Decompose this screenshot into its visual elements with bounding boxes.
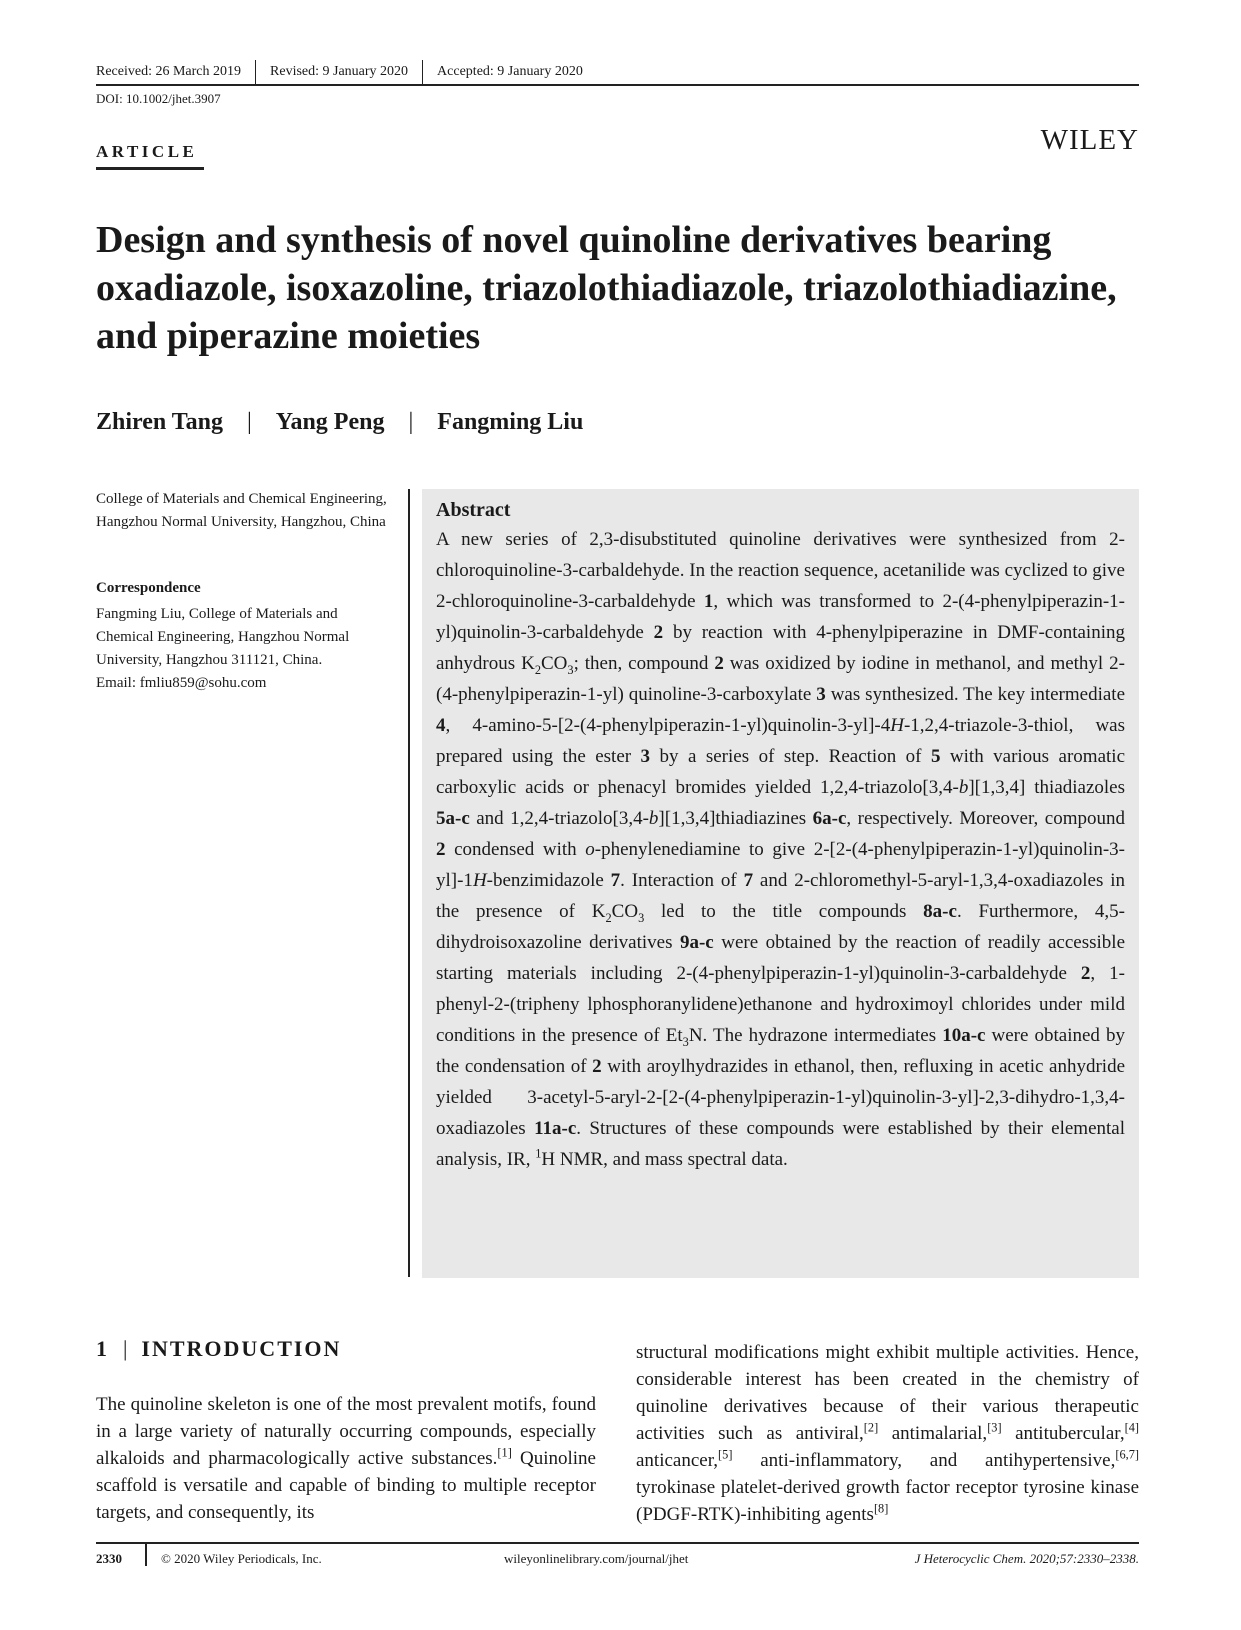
paper-title: Design and synthesis of novel quinoline derivatives bearing oxadiazole, isoxazoline, triazolothiadiazole, triazolothiadiazine, and piperazine moieties xyxy=(96,219,1117,357)
citation-ref[interactable]: [3] xyxy=(987,1420,1002,1435)
submission-dates xyxy=(96,60,583,84)
affiliation: College of Materials and Chemical Engineering, Hangzhou Normal University, Hangzhou, China xyxy=(96,491,387,530)
author-name[interactable]: Fangming Liu xyxy=(437,409,584,435)
citation-ref[interactable]: [8] xyxy=(873,1501,889,1516)
section-separator: | xyxy=(123,1336,128,1361)
received-date: Received: 26 March 2019 xyxy=(96,64,242,79)
publisher-logo: WILEY xyxy=(1040,124,1139,156)
abstract-text: A new series of 2,3-disubstituted quinoline derivatives were synthesized from 2-chloroquinoline-3-carbaldehyde. In the reaction sequence, acetanilide was cyclized to give 2-chloroquinoline-3-carbaldehyde 1, which was transformed to 2-(4-phenylpiperazin-1-yl)quinolin-3-carbaldehyde 2 by reaction with 4-phenylpiperazine in DMF-containing anhydrous $K_2CO_3$; then, compound 2 was oxidized by iodine in methanol, and methyl 2-(4-phenylpiperazin-1-yl) quinoline-3-carboxylate 3 was synthesized. The key intermediate 4, 4-amino-5-[2-(4-phenylpiperazin-1-yl)quinolin-3-yl]-4H-1,2,4-triazole-3-thiol, was prepared using the ester 3 by a series of step. Reaction of 5 with various aromatic carboxylic acids or phenacyl bromides yielded 1,2,4-triazolo[3,4-b][1,3,4] thiadiazoles 5a-c and 1,2,4-triazolo[3,4-b][1,3,4]thiadiazines 6a-c, respectively. Moreover, compound 2 condensed with o-phenylenediamine to give 2-[2-(4-phenylpiperazin-1-yl)quinolin-3-yl]-1H-benzimidazole 7. Interaction of 7 and 2-chloromethyl-5-aryl-1,3,4-oxadiazoles in the presence of $K_2CO_3$ led to the title compounds 8a-c. Furthermore, 4,5-dihydroisoxazoline derivatives 9a-c were obtained by the reaction of readily accessible starting materials including 2-(4-phenylpiperazin-1-yl)quinolin-3-carbaldehyde 2, 1-phenyl-2-(tripheny lphosphoranylidene)ethanone and hydroximoyl chlorides under mild conditions in the presence of $Et_3N$. The hydrazone intermediates 10a-c were obtained by the condensation of 2 with aroylhydrazides in ethanol, then, refluxing in acetic anhydride yielded 3-acetyl-5-aryl-2-[2-(4-phenylpiperazin-1-yl)quinolin-3-yl]-2,3-dihydro-1,3,4-oxadiazoles 11a-c. Structures of these compounds were established by their elemental analysis, IR, $^1$H NMR, and mass spectral data. xyxy=(436,529,1126,1170)
section-title: INTRODUCTION xyxy=(141,1336,342,1361)
correspondence-line: Fangming Liu, College of Materials and xyxy=(96,606,338,622)
citation-ref[interactable]: [6,7] xyxy=(1115,1447,1139,1462)
revised-date: Revised: 9 January 2020 xyxy=(270,64,409,79)
author-separator: | xyxy=(408,409,414,435)
section-number: 1 xyxy=(96,1336,109,1361)
intro-paragraph-right: structural modifications might exhibit multiple activities. Hence, considerable interest has been created in the chemistry of quinoline derivatives because of their various therapeutic activities such as antiviral,[2] antimalarial,[3] antitubercular,[4] anticancer,[5] anti-inflammatory, and antihypertensive,[6,7] tyrokinase platelet-derived growth factor receptor tyrosine kinase (PDGF-RTK)-inhibiting agents[8] xyxy=(636,1342,1139,1525)
intro-paragraph-left: The quinoline skeleton is one of the most prevalent motifs, found in a large variety of naturally occurring compounds, especially alkaloids and pharmacologically active substances.[1] Quinoline scaffold is versatile and capable of binding to multiple receptor targets, and consequently, its xyxy=(96,1394,596,1523)
correspondence-line: Chemical Engineering, Hangzhou Normal xyxy=(96,629,350,645)
correspondence-details xyxy=(96,603,406,695)
page-number: 2330 xyxy=(96,1551,122,1566)
correspondence-line: University, Hangzhou 311121, China. xyxy=(96,652,323,668)
doi-link[interactable]: DOI: 10.1002/jhet.3907 xyxy=(96,91,221,106)
meta-divider xyxy=(255,60,256,84)
journal-citation: J Heterocyclic Chem. 2020;57:2330–2338. xyxy=(914,1551,1139,1566)
citation-ref[interactable]: [5] xyxy=(718,1447,733,1462)
accepted-date: Accepted: 9 January 2020 xyxy=(437,64,583,79)
abstract-divider xyxy=(408,489,410,1277)
abstract-heading: Abstract xyxy=(436,499,511,521)
header-rule xyxy=(96,84,1139,86)
author-list xyxy=(96,409,583,436)
citation-ref[interactable]: [2] xyxy=(863,1420,879,1435)
article-type-label: ARTICLE xyxy=(96,142,198,161)
article-type-underline xyxy=(96,167,204,170)
correspondence-heading: Correspondence xyxy=(96,580,201,596)
correspondence-email[interactable]: Email: fmliu859@sohu.com xyxy=(96,675,267,691)
author-separator: | xyxy=(246,409,252,435)
abstract-box xyxy=(422,489,1139,1278)
footer-divider xyxy=(145,1544,147,1566)
footer-rule xyxy=(96,1542,1139,1544)
meta-divider xyxy=(422,60,423,84)
citation-ref[interactable]: [1] xyxy=(497,1445,512,1460)
author-name[interactable]: Yang Peng xyxy=(275,409,385,435)
section-heading-introduction xyxy=(96,1336,341,1362)
journal-url[interactable]: wileyonlinelibrary.com/journal/jhet xyxy=(504,1551,689,1566)
copyright-notice: © 2020 Wiley Periodicals, Inc. xyxy=(161,1551,322,1566)
author-name[interactable]: Zhiren Tang xyxy=(96,409,223,435)
citation-ref[interactable]: [4] xyxy=(1124,1420,1139,1435)
